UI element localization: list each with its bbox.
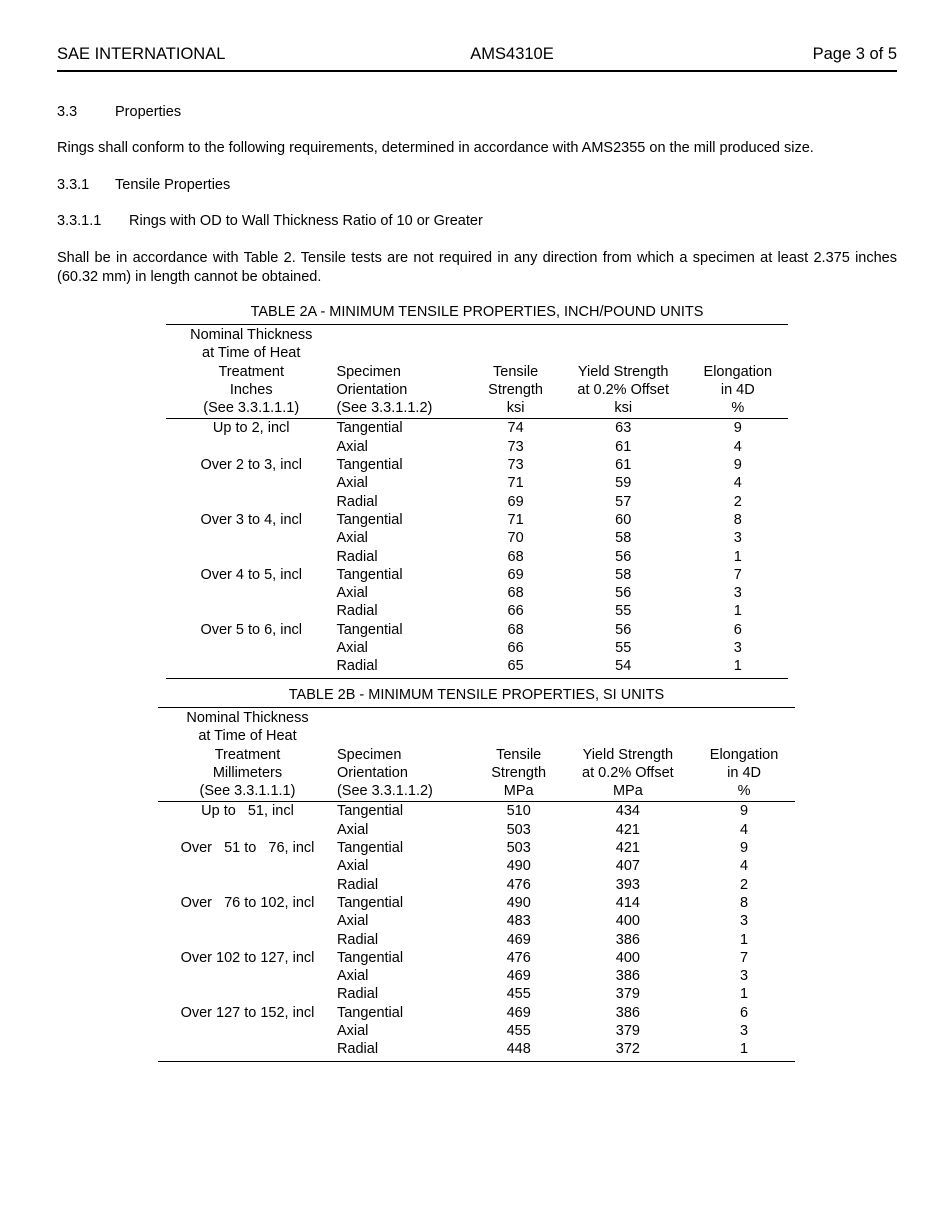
section-number-3-3-1-1: 3.3.1.1 bbox=[57, 213, 102, 229]
table-2b bbox=[158, 707, 795, 1062]
cell-tensile-strength: 73 bbox=[507, 457, 524, 474]
section-title-3-3: Properties bbox=[115, 104, 182, 120]
th-thickness-si-l5: (See 3.3.1.1.1) bbox=[158, 782, 337, 802]
header-page-number: Page 3 of 5 bbox=[812, 45, 897, 63]
section-heading-3-3-1-1 bbox=[57, 212, 757, 231]
table-row bbox=[166, 438, 788, 456]
table-2a-header-row-3 bbox=[166, 363, 788, 381]
cell-tensile-strength: 476 bbox=[506, 876, 531, 893]
table-row bbox=[158, 1004, 795, 1022]
cell-yield-strength: 56 bbox=[615, 621, 632, 638]
cell-orientation: Tangential bbox=[336, 457, 403, 474]
cell-thickness bbox=[158, 876, 337, 894]
cell-yield-strength: 56 bbox=[615, 548, 632, 565]
header-document-number: AMS4310E bbox=[470, 45, 554, 63]
table-2b-container bbox=[158, 686, 795, 1062]
cell-tensile-strength: 68 bbox=[507, 585, 524, 602]
table-row bbox=[158, 1022, 795, 1040]
th-elongation-si-l1 bbox=[693, 708, 795, 728]
th-thickness-l3: Treatment bbox=[218, 363, 284, 380]
section-3-3-1-1-body: Shall be in accordance with Table 2. Tensile tests are not required in any direction from which a specimen at least 2.375 inches (60.32 mm) in length cannot be obtained. bbox=[57, 250, 897, 285]
th-tensile-l3: Tensile bbox=[493, 363, 539, 380]
cell-elongation: 8 bbox=[733, 511, 742, 528]
cell-orientation: Tangential bbox=[336, 803, 404, 820]
cell-yield-strength: 57 bbox=[615, 493, 632, 510]
cell-orientation: Tangential bbox=[336, 420, 403, 437]
table-row bbox=[158, 1040, 795, 1061]
cell-thickness bbox=[158, 912, 337, 930]
cell-orientation: Radial bbox=[336, 986, 379, 1003]
cell-tensile-strength: 69 bbox=[507, 493, 524, 510]
table-2b-header-row-5 bbox=[158, 782, 795, 802]
table-row bbox=[158, 931, 795, 949]
cell-thickness bbox=[166, 474, 336, 492]
th-elongation-l5: % bbox=[688, 399, 788, 419]
cell-thickness bbox=[158, 1022, 337, 1040]
th-elongation-si-l3: Elongation bbox=[709, 746, 779, 763]
th-tensile-l4: Strength bbox=[488, 381, 543, 398]
cell-orientation: Radial bbox=[336, 931, 379, 948]
cell-orientation: Axial bbox=[336, 858, 369, 875]
cell-thickness bbox=[166, 438, 336, 456]
cell-tensile-strength: 66 bbox=[507, 603, 524, 620]
section-heading-3-3 bbox=[57, 103, 557, 122]
th-orientation-l5: (See 3.3.1.1.2) bbox=[336, 399, 472, 419]
cell-tensile-strength: 503 bbox=[506, 840, 531, 857]
intro-paragraph: Rings shall conform to the following requirements, determined in accordance with AMS2355 on the mill produced size. bbox=[57, 140, 814, 156]
table-2a-container bbox=[166, 303, 788, 679]
cell-tensile-strength: 469 bbox=[506, 931, 531, 948]
th-yield-si-l2 bbox=[563, 727, 693, 745]
cell-orientation: Axial bbox=[336, 968, 369, 985]
table-row bbox=[158, 967, 795, 985]
cell-yield-strength: 372 bbox=[563, 1040, 693, 1061]
cell-yield-strength: 63 bbox=[615, 420, 632, 437]
th-yield-si-l4: at 0.2% Offset bbox=[582, 764, 674, 781]
table-row bbox=[166, 419, 788, 438]
cell-elongation: 9 bbox=[733, 420, 742, 437]
cell-tensile-strength: 476 bbox=[506, 949, 531, 966]
cell-orientation: Axial bbox=[336, 585, 368, 602]
cell-elongation: 1 bbox=[688, 657, 788, 678]
cell-elongation: 2 bbox=[740, 876, 749, 893]
cell-tensile-strength: 65 bbox=[472, 657, 558, 678]
cell-orientation: Tangential bbox=[336, 511, 403, 528]
cell-elongation: 4 bbox=[733, 475, 742, 492]
cell-elongation: 7 bbox=[740, 949, 749, 966]
cell-yield-strength: 55 bbox=[615, 640, 632, 657]
cell-elongation: 4 bbox=[740, 858, 749, 875]
th-tensile-l5: ksi bbox=[472, 399, 558, 419]
cell-thickness bbox=[158, 857, 337, 875]
th-thickness-l5: (See 3.3.1.1.1) bbox=[166, 399, 336, 419]
cell-elongation: 3 bbox=[733, 530, 742, 547]
table-row bbox=[166, 456, 788, 474]
cell-elongation: 4 bbox=[733, 438, 742, 455]
cell-yield-strength: 421 bbox=[615, 840, 640, 857]
th-yield-si-l3: Yield Strength bbox=[582, 746, 674, 763]
cell-thickness bbox=[158, 1040, 337, 1061]
cell-thickness: Over 3 to 4, incl bbox=[200, 511, 302, 528]
cell-thickness: Over 76 to 102, incl bbox=[180, 894, 315, 911]
cell-elongation: 6 bbox=[740, 1004, 749, 1021]
table-row bbox=[158, 876, 795, 894]
th-thickness-l2: at Time of Heat bbox=[202, 345, 301, 362]
section-number-3-3: 3.3 bbox=[57, 104, 78, 120]
th-orientation-si-l5: (See 3.3.1.1.2) bbox=[337, 782, 475, 802]
th-elongation-l3: Elongation bbox=[703, 363, 773, 380]
th-yield-si-l1 bbox=[563, 708, 693, 728]
cell-orientation: Axial bbox=[336, 530, 368, 547]
th-orientation-l3: Specimen bbox=[336, 363, 401, 380]
cell-orientation: Axial bbox=[336, 438, 368, 455]
cell-elongation: 9 bbox=[740, 803, 749, 820]
th-yield-l3: Yield Strength bbox=[577, 363, 669, 380]
table-2a-head bbox=[166, 325, 788, 419]
table-2a bbox=[166, 324, 788, 679]
cell-yield-strength: 59 bbox=[615, 475, 632, 492]
cell-thickness bbox=[158, 931, 337, 949]
th-elongation-si-l4: in 4D bbox=[727, 764, 761, 781]
table-row bbox=[166, 529, 788, 547]
table-row bbox=[166, 548, 788, 566]
cell-yield-strength: 407 bbox=[615, 858, 640, 875]
cell-tensile-strength: 469 bbox=[506, 1004, 531, 1021]
table-row bbox=[158, 894, 795, 912]
cell-tensile-strength: 71 bbox=[507, 511, 524, 528]
th-thickness-si-l2: at Time of Heat bbox=[198, 728, 297, 745]
cell-thickness: Over 5 to 6, incl bbox=[200, 621, 302, 638]
cell-elongation: 1 bbox=[693, 1040, 795, 1061]
table-row bbox=[166, 584, 788, 602]
cell-orientation: Tangential bbox=[336, 621, 403, 638]
cell-yield-strength: 421 bbox=[615, 821, 640, 838]
th-yield-l5: ksi bbox=[559, 399, 688, 419]
cell-tensile-strength: 483 bbox=[506, 913, 531, 930]
cell-thickness: Over 4 to 5, incl bbox=[200, 566, 302, 583]
table-2b-head bbox=[158, 708, 795, 802]
th-elongation-l1 bbox=[688, 325, 788, 345]
cell-elongation: 4 bbox=[740, 821, 749, 838]
table-2b-body bbox=[158, 802, 795, 1061]
th-yield-l2 bbox=[559, 344, 688, 362]
cell-thickness bbox=[158, 821, 337, 839]
th-thickness-si-l1: Nominal Thickness bbox=[158, 708, 337, 728]
cell-thickness: Over 2 to 3, incl bbox=[200, 457, 302, 474]
cell-thickness bbox=[158, 967, 337, 985]
cell-thickness: Up to 2, incl bbox=[212, 420, 290, 437]
cell-orientation: Tangential bbox=[336, 566, 403, 583]
th-orientation-si-l2 bbox=[337, 727, 475, 745]
document-header bbox=[57, 44, 897, 72]
cell-yield-strength: 386 bbox=[615, 1004, 640, 1021]
cell-yield-strength: 386 bbox=[615, 931, 640, 948]
table-row bbox=[158, 821, 795, 839]
th-thickness-si-l4: Millimeters bbox=[212, 764, 283, 781]
table-row bbox=[166, 474, 788, 492]
cell-tensile-strength: 68 bbox=[507, 621, 524, 638]
cell-elongation: 7 bbox=[733, 566, 742, 583]
cell-elongation: 3 bbox=[733, 585, 742, 602]
cell-tensile-strength: 490 bbox=[506, 858, 531, 875]
cell-elongation: 3 bbox=[740, 1023, 749, 1040]
cell-thickness: Over 102 to 127, incl bbox=[180, 949, 315, 966]
table-row bbox=[166, 493, 788, 511]
cell-tensile-strength: 455 bbox=[506, 1023, 531, 1040]
th-tensile-l1 bbox=[472, 325, 558, 345]
table-2b-header-row-4 bbox=[158, 764, 795, 782]
cell-orientation: Radial bbox=[336, 548, 378, 565]
section-number-3-3-1: 3.3.1 bbox=[57, 177, 90, 193]
table-2b-header-row-1 bbox=[158, 708, 795, 728]
cell-tensile-strength: 69 bbox=[507, 566, 524, 583]
cell-yield-strength: 55 bbox=[615, 603, 632, 620]
table-row bbox=[166, 621, 788, 639]
cell-elongation: 9 bbox=[733, 457, 742, 474]
table-row bbox=[158, 949, 795, 967]
section-heading-3-3-1 bbox=[57, 176, 557, 195]
cell-thickness bbox=[166, 639, 336, 657]
cell-orientation: Radial bbox=[336, 657, 472, 678]
cell-elongation: 1 bbox=[733, 548, 742, 565]
cell-thickness bbox=[158, 985, 337, 1003]
cell-tensile-strength: 66 bbox=[507, 640, 524, 657]
th-tensile-l2 bbox=[472, 344, 558, 362]
cell-tensile-strength: 73 bbox=[507, 438, 524, 455]
cell-yield-strength: 379 bbox=[615, 1023, 640, 1040]
cell-thickness bbox=[166, 529, 336, 547]
cell-orientation: Radial bbox=[336, 876, 379, 893]
cell-yield-strength: 60 bbox=[615, 511, 632, 528]
cell-orientation: Radial bbox=[336, 603, 378, 620]
cell-elongation: 3 bbox=[740, 968, 749, 985]
table-2a-body bbox=[166, 419, 788, 678]
cell-tensile-strength: 455 bbox=[506, 986, 531, 1003]
th-elongation-si-l5: % bbox=[693, 782, 795, 802]
cell-orientation: Axial bbox=[336, 821, 369, 838]
cell-orientation: Tangential bbox=[336, 1004, 404, 1021]
table-row bbox=[166, 602, 788, 620]
table-row bbox=[158, 802, 795, 821]
table-2a-header-row-5 bbox=[166, 399, 788, 419]
cell-yield-strength: 414 bbox=[615, 894, 640, 911]
cell-yield-strength: 379 bbox=[615, 986, 640, 1003]
th-thickness-l1: Nominal Thickness bbox=[166, 325, 336, 345]
table-2b-title: TABLE 2B - MINIMUM TENSILE PROPERTIES, SI UNITS bbox=[288, 687, 665, 703]
table-2a-header-row-2 bbox=[166, 344, 788, 362]
th-elongation-l2 bbox=[688, 344, 788, 362]
cell-yield-strength: 393 bbox=[615, 876, 640, 893]
cell-elongation: 1 bbox=[740, 986, 749, 1003]
table-row bbox=[158, 912, 795, 930]
cell-tensile-strength: 490 bbox=[506, 894, 531, 911]
th-tensile-si-l5: MPa bbox=[475, 782, 563, 802]
cell-yield-strength: 61 bbox=[615, 457, 632, 474]
table-2a-title: TABLE 2A - MINIMUM TENSILE PROPERTIES, INCH/POUND UNITS bbox=[250, 304, 704, 320]
cell-yield-strength: 434 bbox=[615, 803, 640, 820]
table-2a-header-row-1 bbox=[166, 325, 788, 345]
cell-tensile-strength: 469 bbox=[506, 968, 531, 985]
th-elongation-si-l2 bbox=[693, 727, 795, 745]
cell-elongation: 3 bbox=[740, 913, 749, 930]
table-row bbox=[158, 839, 795, 857]
th-orientation-l2 bbox=[336, 344, 472, 362]
cell-orientation: Axial bbox=[336, 913, 369, 930]
cell-tensile-strength: 71 bbox=[507, 475, 524, 492]
cell-yield-strength: 61 bbox=[615, 438, 632, 455]
cell-orientation: Axial bbox=[336, 640, 368, 657]
cell-thickness: Up to 51, incl bbox=[201, 803, 294, 820]
cell-tensile-strength: 503 bbox=[506, 821, 531, 838]
cell-tensile-strength: 448 bbox=[475, 1040, 563, 1061]
table-row bbox=[158, 857, 795, 875]
th-yield-si-l5: MPa bbox=[563, 782, 693, 802]
section-title-3-3-1: Tensile Properties bbox=[115, 177, 231, 193]
cell-tensile-strength: 68 bbox=[507, 548, 524, 565]
cell-orientation: Tangential bbox=[336, 840, 404, 857]
cell-yield-strength: 58 bbox=[615, 566, 632, 583]
cell-orientation: Axial bbox=[336, 1023, 369, 1040]
cell-yield-strength: 54 bbox=[559, 657, 688, 678]
th-tensile-si-l3: Tensile bbox=[496, 746, 542, 763]
cell-thickness bbox=[166, 584, 336, 602]
th-orientation-l1 bbox=[336, 325, 472, 345]
th-orientation-l4: Orientation bbox=[336, 381, 408, 398]
cell-tensile-strength: 70 bbox=[507, 530, 524, 547]
cell-tensile-strength: 74 bbox=[507, 420, 524, 437]
th-tensile-si-l2 bbox=[475, 727, 563, 745]
cell-orientation: Radial bbox=[337, 1040, 475, 1061]
cell-elongation: 1 bbox=[733, 603, 742, 620]
cell-yield-strength: 386 bbox=[615, 968, 640, 985]
cell-elongation: 2 bbox=[733, 493, 742, 510]
th-elongation-l4: in 4D bbox=[720, 381, 755, 398]
th-yield-l1 bbox=[559, 325, 688, 345]
th-thickness-l4: Inches bbox=[229, 381, 273, 398]
table-2a-header-row-4 bbox=[166, 381, 788, 399]
cell-elongation: 3 bbox=[733, 640, 742, 657]
cell-thickness bbox=[166, 602, 336, 620]
table-row bbox=[166, 511, 788, 529]
cell-yield-strength: 400 bbox=[615, 913, 640, 930]
cell-elongation: 9 bbox=[740, 840, 749, 857]
cell-thickness bbox=[166, 548, 336, 566]
header-organization: SAE INTERNATIONAL bbox=[57, 45, 226, 63]
table-row bbox=[166, 639, 788, 657]
cell-orientation: Tangential bbox=[336, 949, 404, 966]
cell-thickness bbox=[166, 493, 336, 511]
table-row bbox=[166, 657, 788, 678]
cell-yield-strength: 58 bbox=[615, 530, 632, 547]
cell-thickness: Over 51 to 76, incl bbox=[180, 840, 315, 857]
table-row bbox=[166, 566, 788, 584]
table-2b-header-row-3 bbox=[158, 746, 795, 764]
cell-elongation: 8 bbox=[740, 894, 749, 911]
th-orientation-si-l3: Specimen bbox=[336, 746, 402, 763]
th-orientation-si-l1 bbox=[337, 708, 475, 728]
th-thickness-si-l3: Treatment bbox=[214, 746, 281, 763]
cell-orientation: Axial bbox=[336, 475, 368, 492]
table-row bbox=[158, 985, 795, 1003]
cell-thickness: Over 127 to 152, incl bbox=[180, 1004, 315, 1021]
th-tensile-si-l1 bbox=[475, 708, 563, 728]
cell-elongation: 6 bbox=[733, 621, 742, 638]
table-2b-header-row-2 bbox=[158, 727, 795, 745]
th-orientation-si-l4: Orientation bbox=[336, 764, 408, 781]
section-title-3-3-1-1: Rings with OD to Wall Thickness Ratio of 10 or Greater bbox=[129, 213, 483, 229]
cell-tensile-strength: 510 bbox=[506, 803, 531, 820]
th-tensile-si-l4: Strength bbox=[491, 764, 547, 781]
cell-orientation: Radial bbox=[336, 493, 378, 510]
cell-yield-strength: 56 bbox=[615, 585, 632, 602]
cell-elongation: 1 bbox=[740, 931, 749, 948]
cell-yield-strength: 400 bbox=[615, 949, 640, 966]
cell-orientation: Tangential bbox=[336, 894, 404, 911]
th-yield-l4: at 0.2% Offset bbox=[577, 381, 670, 398]
cell-thickness bbox=[166, 657, 336, 678]
